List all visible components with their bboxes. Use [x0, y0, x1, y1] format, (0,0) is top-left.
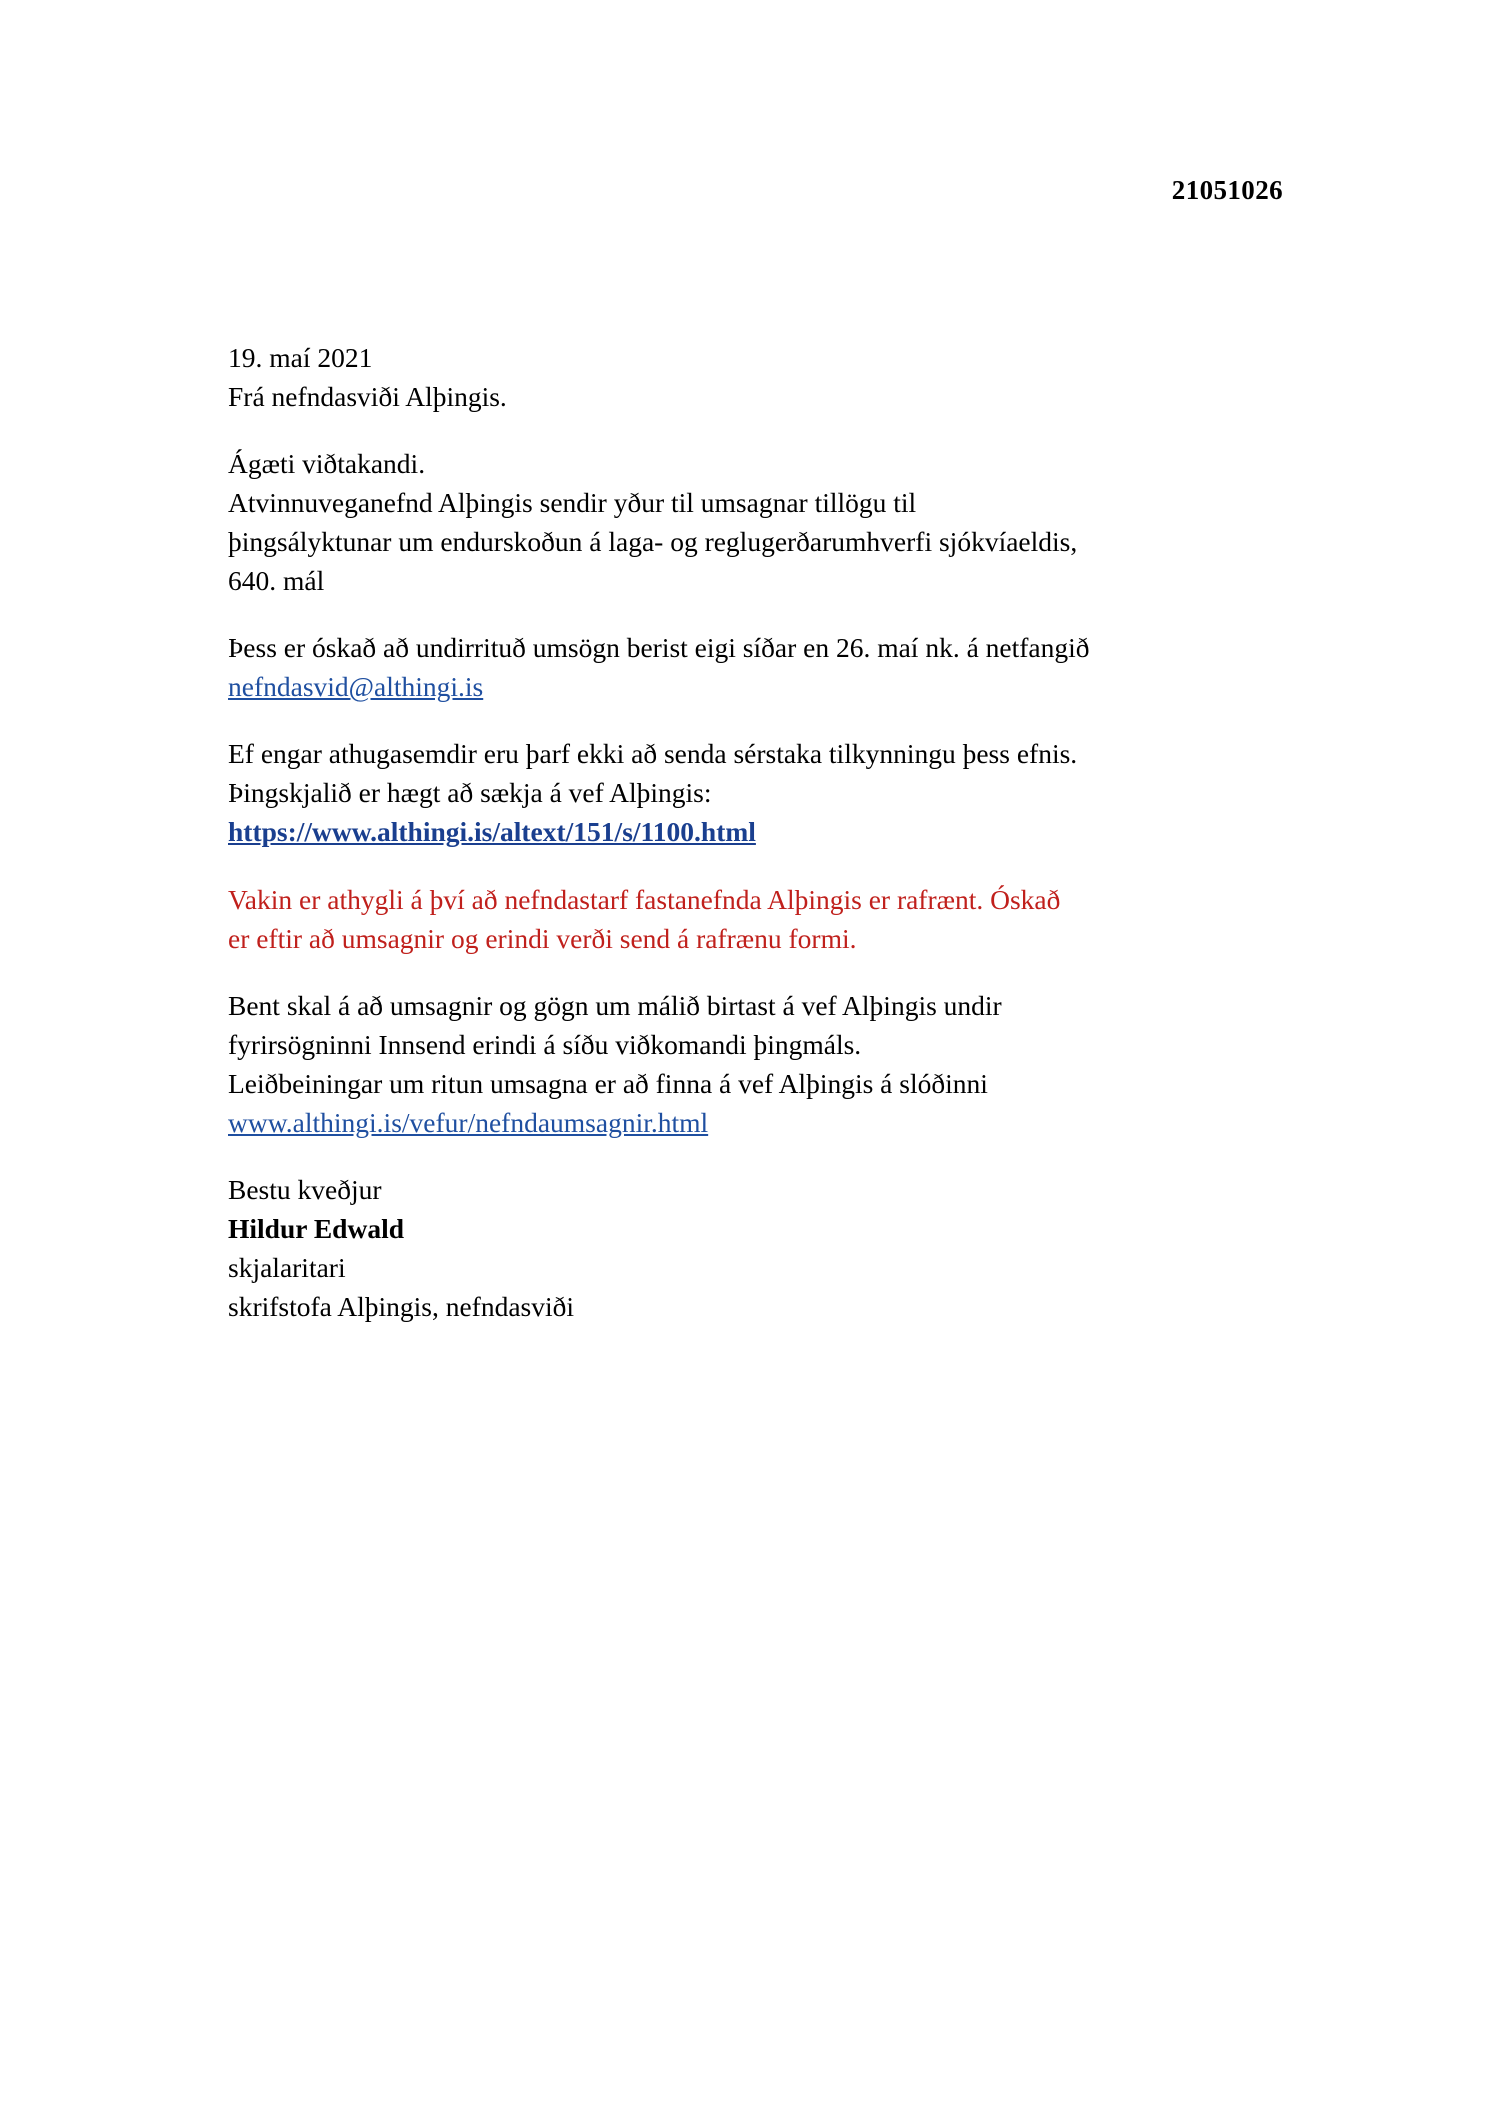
guidelines-url-link[interactable]: www.althingi.is/vefur/nefndaumsagnir.html	[228, 1106, 709, 1138]
email-link[interactable]: nefndasvid@althingi.is	[228, 671, 484, 703]
no-comment-line: Ef engar athugasemdir eru þarf ekki að senda sérstaka tilkynningu þess efnis.	[228, 738, 1078, 770]
document-number: 21051026	[1171, 175, 1283, 205]
sender-title: skjalaritari	[228, 1251, 346, 1283]
sender-org: skrifstofa Alþingis, nefndasviði	[228, 1290, 575, 1322]
notice-line-2: er eftir að umsagnir og erindi verði send á rafrænu formi.	[228, 922, 857, 954]
request-line: Þess er óskað að undirrituð umsögn berist eigi síðar en 26. maí nk. á netfangið	[228, 632, 1090, 664]
greeting-and-intro-block	[228, 444, 1328, 600]
notice-line-1: Vakin er athygli á því að nefndastarf fastanefnda Alþingis er rafrænt. Óskað	[228, 883, 1061, 915]
greeting-line: Ágæti viðtakandi.	[228, 448, 426, 480]
electronic-notice-block	[228, 880, 1328, 958]
publication-block	[228, 986, 1328, 1142]
request-block	[228, 628, 1328, 706]
date-line: 19. maí 2021	[228, 342, 373, 373]
publication-line-1: Bent skal á að umsagnir og gögn um málið birtast á vef Alþingis undir	[228, 989, 1002, 1021]
document-fetch-line: Þingskjalið er hægt að sækja á vef Alþingis:	[228, 777, 712, 809]
publication-line-3: Leiðbeiningar um ritun umsagna er að finna á vef Alþingis á slóðinni	[228, 1067, 988, 1099]
letter-body	[228, 338, 1328, 1326]
document-url-link[interactable]: https://www.althingi.is/altext/151/s/1100.html	[228, 816, 756, 848]
no-comment-block	[228, 734, 1328, 851]
closing-line: Bestu kveðjur	[228, 1173, 382, 1205]
from-line: Frá nefndasviði Alþingis.	[228, 381, 507, 413]
intro-line-2: þingsályktunar um endurskoðun á laga- og reglugerðarumhverfi sjókvíaeldis,	[228, 526, 1078, 558]
intro-line-3: 640. mál	[228, 565, 325, 597]
publication-line-2: fyrirsögninni Innsend erindi á síðu viðkomandi þingmáls.	[228, 1028, 862, 1060]
sender-name: Hildur Edwald	[228, 1212, 405, 1244]
intro-line-1: Atvinnuveganefnd Alþingis sendir yður til umsagnar tillögu til	[228, 487, 917, 519]
date-and-sender-block	[228, 338, 1328, 416]
signature-block	[228, 1170, 1328, 1326]
